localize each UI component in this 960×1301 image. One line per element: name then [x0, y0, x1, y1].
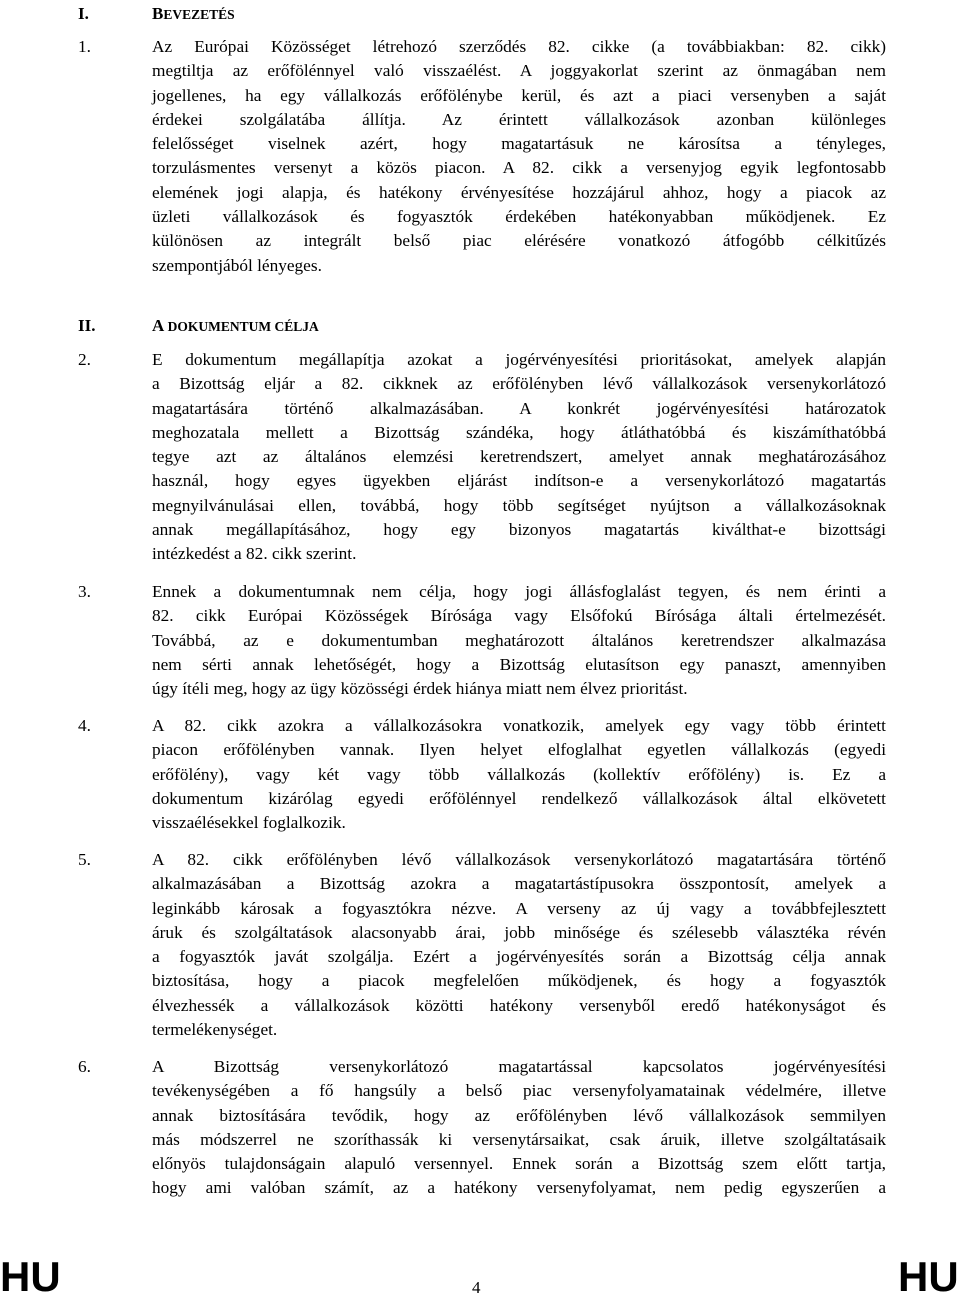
text-line: leginkább károsak a fogyasztókra nézve. A verseny az új vagy a továbbfejlesztett: [152, 898, 886, 918]
text-line: előnyös tulajdonságain alapuló versennyel. Ennek során a Bizottság szem előtt tartja,: [152, 1154, 886, 1174]
text-line: E dokumentum megállapítja azokat a jogérvényesítési prioritásokat, amelyek alapján: [152, 350, 886, 369]
paragraph-body: [152, 580, 886, 701]
section-title: A DOKUMENTUM CÉLJA: [152, 316, 319, 335]
text-line: alkalmazásában a Bizottság azokra a magatartástípusokra összpontosít, amelyek a: [152, 874, 886, 894]
paragraph-body: [152, 348, 886, 567]
text-line: torzulásmentes versenyt a közös piacon. A 82. cikk a versenyjog egyik legfontosabb: [152, 158, 886, 178]
text-line: nem sérti annak lehetőségét, hogy a Bizottság elutasítson egy panaszt, amennyiben: [152, 654, 886, 674]
paragraph-number: 5.: [78, 850, 91, 869]
text-line: annak biztosítására tevődik, hogy az erőfölényben lévő vállalkozások semmilyen: [152, 1105, 886, 1125]
paragraph-body: [152, 714, 886, 835]
text-line: élvezhessék a vállalkozások közötti hatékony versenyből eredő hatékonyságot és: [152, 995, 886, 1015]
text-line: annak megállapításához, hogy egy bizonyos magatartás kiválthat-e bizottsági: [152, 520, 886, 540]
text-line: megnyilvánulásai ellen, továbbá, hogy több segítséget nyújtson a vállalkozásoknak: [152, 495, 886, 515]
text-line: termelékenységet.: [152, 1020, 278, 1040]
text-line: más módszerrel ne szoríthassák ki versenytársaikat, csak áruik, illetve szolgáltatásaik: [152, 1129, 886, 1149]
paragraph-body: [152, 35, 886, 278]
text-line: tegye azt az általános elemzési keretrendszert, amelyet annak meghatározásához: [152, 447, 886, 467]
text-line: A 82. cikk azokra a vállalkozásokra vonatkozik, amelyek egy vagy több érintett: [152, 716, 886, 735]
text-line: biztosítása, hogy a piacok megfelelően működjenek, és hogy a fogyasztók: [152, 971, 886, 991]
text-line: meghozatala mellett a Bizottság szándéka, hogy átláthatóbbá és kiszámíthatóbbá: [152, 422, 886, 442]
text-line: különösen az integrált belső piac elérésére vonatkozó átfogóbb célkitűzés: [152, 231, 886, 251]
section-number: II.: [78, 316, 96, 335]
text-line: visszaélésekkel foglalkozik.: [152, 813, 346, 833]
text-line: intézkedést a 82. cikk szerint.: [152, 544, 357, 564]
footer-language-left: HU: [0, 1253, 61, 1300]
text-line: piacon erőfölényben vannak. Ilyen helyet elfoglalhat egyetlen vállalkozás (egyedi: [152, 740, 886, 760]
text-line: jogellenes, ha egy vállalkozás erőfölénybe kerül, és azt a piaci versenyben a saját: [152, 85, 886, 105]
paragraph-number: 2.: [78, 350, 91, 369]
text-line: Az Európai Közösséget létrehozó szerződés 82. cikke (a továbbiakban: 82. cikk): [152, 37, 886, 56]
text-line: Továbbá, az e dokumentumban meghatározott általános keretrendszer alkalmazása: [152, 630, 886, 650]
text-line: szempontjából lényeges.: [152, 255, 322, 275]
text-line: felelősséget viselnek azért, hogy magatartásuk ne károsítsa a tényleges,: [152, 134, 886, 154]
paragraph-number: 3.: [78, 582, 91, 601]
text-line: magatartására történő alkalmazásában. A konkrét jogérvényesítési határozatok: [152, 398, 886, 418]
text-line: hogy ami valóban számít, az a hatékony versenyfolyamat, nem pedig egyszerűen a: [152, 1178, 886, 1198]
text-line: használ, hogy egyes ügyekben eljárást indítson-e a versenykorlátozó magatartás: [152, 471, 886, 491]
text-line: 82. cikk Európai Közösségek Bírósága vagy Elsőfokú Bírósága általi értelmezését.: [152, 606, 886, 626]
text-line: úgy ítéli meg, hogy az ügy közösségi érdek hiánya miatt nem élvez prioritást.: [152, 679, 688, 699]
paragraph-number: 4.: [78, 716, 91, 735]
text-line: érdekei szolgálatába állítja. Az érintett vállalkozások azonban különleges: [152, 109, 886, 129]
text-line: A 82. cikk erőfölényben lévő vállalkozások versenykorlátozó magatartására történő: [152, 850, 886, 869]
text-line: a Bizottság eljár a 82. cikknek az erőfölényben lévő vállalkozások versenykorlátozó: [152, 374, 886, 394]
section-title: BEVEZETÉS: [152, 4, 235, 23]
section-number: I.: [78, 4, 89, 23]
paragraph-number: 6.: [78, 1057, 91, 1076]
text-line: Ennek a dokumentumnak nem célja, hogy jogi állásfoglalást tegyen, és nem érinti a: [152, 582, 886, 601]
paragraph-body: [152, 1055, 886, 1201]
text-line: A Bizottság versenykorlátozó magatartással kapcsolatos jogérvényesítési: [152, 1057, 886, 1076]
text-line: elemének jogi alapja, és hatékony érvényesítése hozzájárul ahhoz, hogy a piacok az: [152, 182, 886, 202]
text-line: tevékenységében a fő hangsúly a belső piac versenyfolyamatainak védelmére, illetve: [152, 1081, 886, 1101]
page-number: 4: [472, 1278, 481, 1297]
text-line: áruk és szolgáltatások alacsonyabb árai, jobb minősége és szélesebb választéka révén: [152, 922, 886, 942]
paragraph-body: [152, 848, 886, 1042]
text-line: a fogyasztók javát szolgálja. Ezért a jogérvényesítés során a Bizottság célja annak: [152, 947, 886, 967]
text-line: dokumentum kizárólag egyedi erőfölénnyel rendelkező vállalkozások által elkövetett: [152, 788, 886, 808]
text-line: megtiltja az erőfölénnyel való visszaélést. A joggyakorlat szerint az önmagában nem: [152, 61, 886, 81]
text-line: üzleti vállalkozások és fogyasztók érdekében hatékonyabban működjenek. Ez: [152, 207, 886, 227]
text-line: erőfölény), vagy két vagy több vállalkozás (kollektív erőfölény) is. Ez a: [152, 764, 886, 784]
paragraph-number: 1.: [78, 37, 91, 56]
footer-language-right: HU: [898, 1253, 959, 1300]
